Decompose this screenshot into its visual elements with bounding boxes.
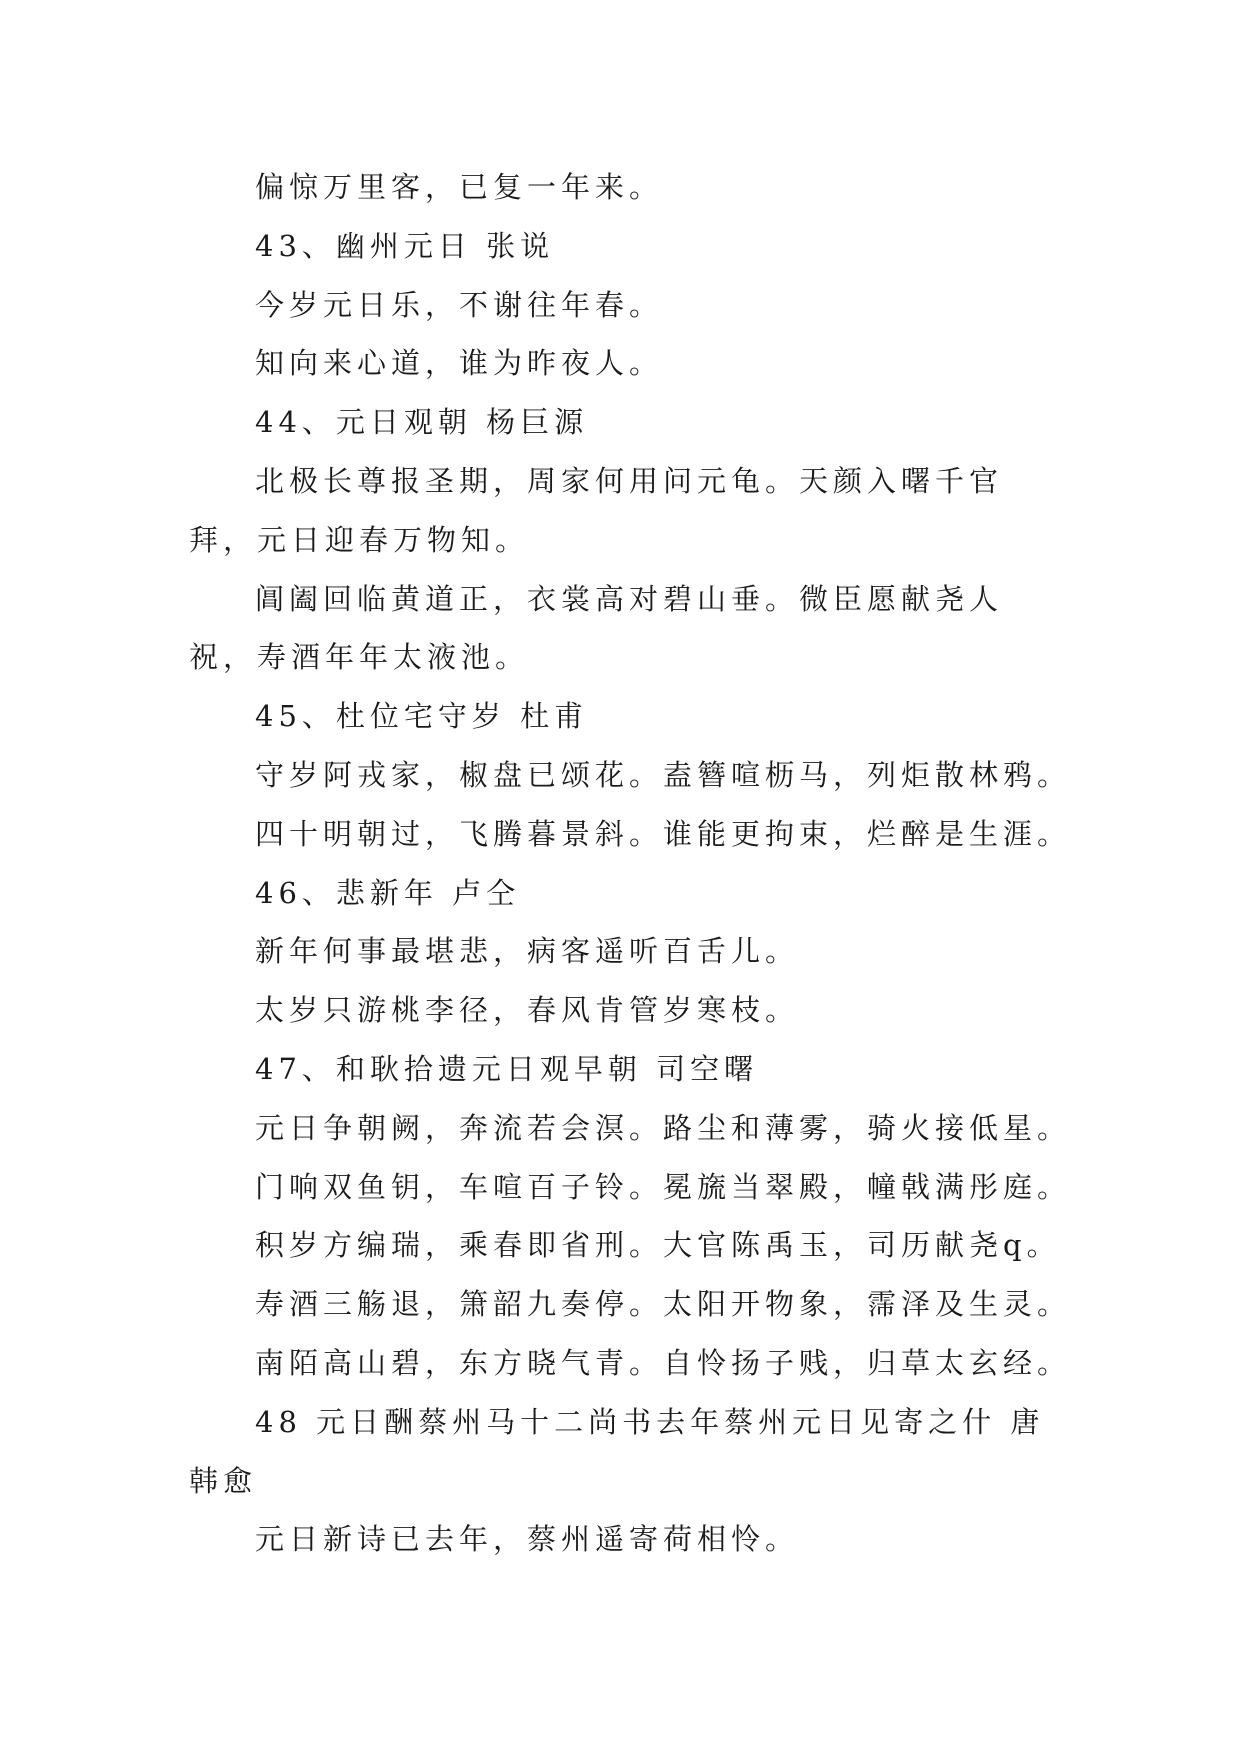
poem-heading: 43、幽州元日 张说 (255, 228, 555, 263)
poem-line: 今岁元日乐，不谢往年春。 (255, 287, 664, 322)
poem-line: 元日争朝阙，奔流若会溟。路尘和薄雾，骑火接低星。 (255, 1110, 1072, 1145)
poem-heading: 48 元日酬蔡州马十二尚书去年蔡州元日见寄之什 唐韩愈 (189, 1404, 1045, 1498)
poem-line: 南陌高山碧，东方晓气青。自怜扬子贱，归草太玄经。 (255, 1345, 1072, 1380)
poem-line: 偏惊万里客，已复一年来。 (255, 170, 664, 204)
poem-line: 寿酒三觞退，箫韶九奏停。太阳开物象，霈泽及生灵。 (255, 1287, 1072, 1322)
poem-heading: 47、和耿拾遗元日观早朝 司空曙 (255, 1051, 759, 1086)
poem-line: 积岁方编瑞，乘春即省刑。大官陈禹玉，司历献尧q。 (255, 1228, 1061, 1263)
poem-paragraph: 阊阖回临黄道正，衣裳高对碧山垂。微臣愿献尧人祝，寿酒年年太液池。 (189, 581, 1004, 675)
poem-heading: 46、悲新年 卢仝 (255, 875, 521, 910)
poem-line: 门响双鱼钥，车喧百子铃。冕旒当翠殿，幢戟满彤庭。 (255, 1169, 1072, 1204)
poem-paragraph: 北极长尊报圣期，周家何用问元龟。天颜入曙千官拜，元日迎春万物知。 (189, 463, 1004, 557)
poem-line: 新年何事最堪悲，病客遥听百舌儿。 (255, 934, 800, 969)
document-body (189, 158, 1072, 1569)
poem-line: 知向来心道，谁为昨夜人。 (255, 346, 664, 381)
poem-heading: 45、杜位宅守岁 杜甫 (255, 699, 589, 734)
poem-line: 守岁阿戎家，椒盘已颂花。盍簪喧枥马，列炬散林鸦。 (255, 757, 1072, 792)
poem-line: 太岁只游桃李径，春风肯管岁寒枝。 (255, 993, 800, 1028)
poem-line: 元日新诗已去年，蔡州遥寄荷相怜。 (255, 1522, 800, 1557)
poem-line: 四十明朝过，飞腾暮景斜。谁能更拘束，烂醉是生涯。 (255, 816, 1072, 851)
poem-heading: 44、元日观朝 杨巨源 (255, 405, 589, 440)
